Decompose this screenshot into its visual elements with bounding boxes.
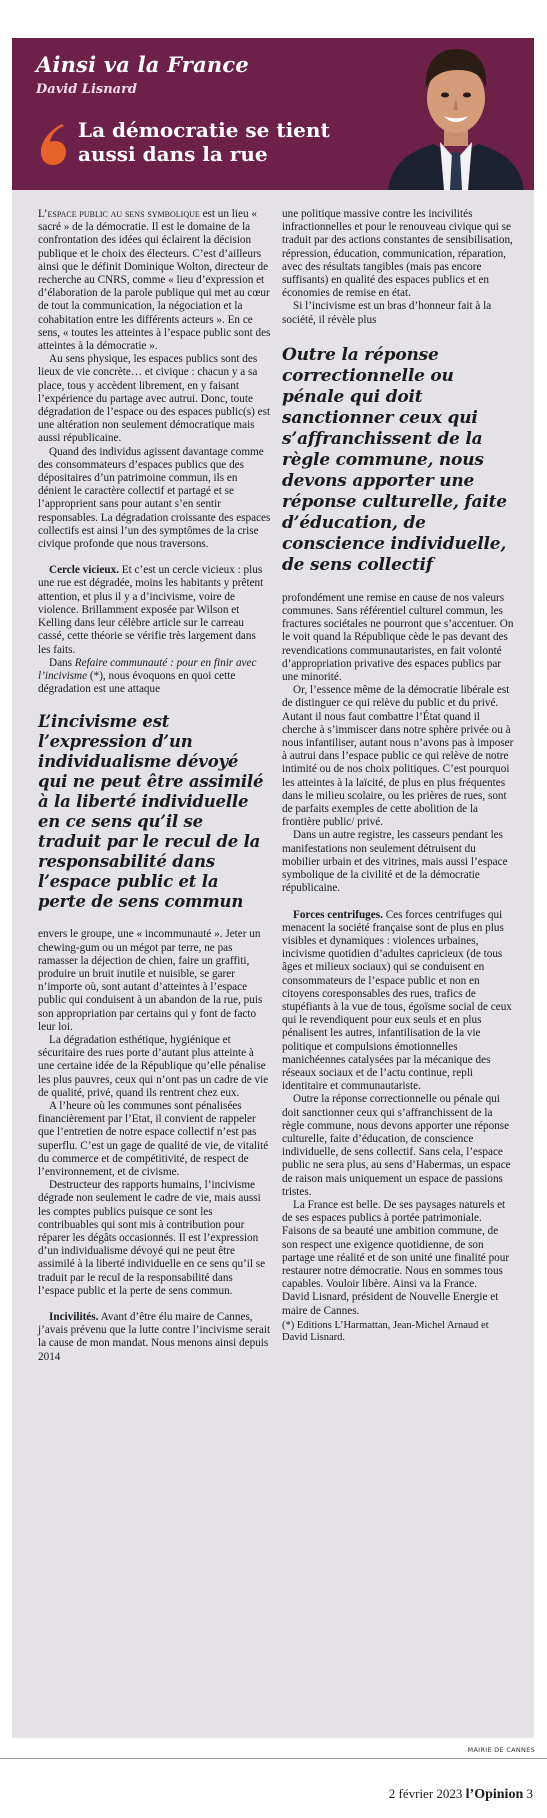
lead-small-caps: L’espace public au sens symbolique (38, 208, 200, 220)
body-paragraph: profondément une remise en cause de nos valeurs communes. Sans référentiel culturel commun, les fractures sociétales ne pourront que s’accentuer. On le voit quand la République cède le pas devant des revendications communautaristes, en fait volonté d’appropriation privative des espaces publics par une minorité. (282, 591, 514, 684)
author-name: David Lisnard (36, 82, 138, 97)
subhead-label: Cercle vicieux. (49, 564, 119, 577)
body-paragraph (38, 657, 271, 697)
body-paragraph: une politique massive contre les incivilités infractionnelles et pour le renouveau civique qui se traduit par des actions constantes de sensibilisation, répression, éducation, communication, réparation, avec des résultats tangibles (mais pas encore suffisants) en qualité des espaces publics et en économies de remise en état. (282, 208, 513, 300)
quote-mark-icon (36, 122, 70, 166)
pull-quote: L’incivisme est l’expression d’un individualisme dévoyé qui ne peut être assimilé à la liberté individuelle en ce sens qu’il se traduit par le recul de la responsabilité dans l’espace public et la perte de sens commun (38, 712, 264, 912)
footnote: (*) Editions L’Harmattan, Jean-Michel Arnaud et David Lisnard. (282, 1319, 489, 1344)
subhead-paragraph (282, 909, 515, 1094)
article-column-right (282, 208, 515, 1345)
lead-paragraph (38, 208, 271, 353)
body-paragraph: Destructeur des rapports humains, l’incivisme dégrade non seulement le cadre de vie, mais aussi les comptes publics puisque ce sont les contribuables qui sont mis à contribution pour réparer les dégâts occasionnés. Il est l’expression d’un individualisme dévoyé qui ne peut être assimilé à la liberté individuelle en ce sens qu’il se traduit par le recul de la responsabilité dans l’espace public et la perte de sens commun. (38, 1179, 266, 1297)
page-number: 3 (526, 1786, 533, 1801)
body-paragraph: A l’heure où les communes sont pénalisées financièrement par l’Etat, il convient de rappeler que l’entretien de notre espace collectif n’est pas superflu. C’est un gage de qualité de vie, de vitalité du commerce et de compétitivité, de respect de l’environnement, et de civisme. (38, 1099, 269, 1178)
body-paragraph: Si l’incivisme est un bras d’honneur fait à la société, il révèle plus (282, 300, 492, 326)
article-column-left (38, 208, 271, 1364)
article-banner (12, 38, 534, 190)
book-title: Refaire communauté : pour en finir avec l’incivisme (38, 656, 257, 682)
author-signature: David Lisnard, président de Nouvelle Energie et maire de Cannes. (282, 1291, 499, 1317)
body-paragraph: Outre la réponse correctionnelle ou pénale qui doit sanctionner ceux qui s’affranchissent de la règle commune, nous devons apporter une réponse culturelle, faite d’éducation, de conscience individuelle, de sens collectif. Sans cela, l’espace public ne sera plus, au sens d’Habermas, un espace de raison mais uniquement un espace de passions tristes. (282, 1093, 511, 1198)
page-footer (389, 1786, 533, 1803)
subhead-text: Et c’est un cercle vicieux : plus une rue est dégradée, moins les habitants y prêtent attention, et plus il y a d’incivisme, voire de violence. Brillamment exposée par Wilson et Kelling dans leur célèbre article sur le carreau cassé, cette théorie se vérifie très largement dans les faits. (38, 564, 264, 656)
article-page (12, 38, 534, 1738)
body-paragraph: Dans un autre registre, les casseurs pendant les manifestations non seulement détruisent du mobilier urbain et des vitrines, mais aussi l’espace symbolique de la civilité et de la démocratie républicaine. (282, 829, 508, 895)
headline-line-1: La démocratie se tient (78, 118, 330, 142)
pull-quote: Outre la réponse correctionnelle ou pénale qui doit sanctionner ceux qui s’affranchissent de la règle commune, nous devons apporter une réponse culturelle, faite d’éducation, de conscience individuelle, de sens collectif (282, 344, 507, 575)
subhead-text: Avant d’être élu maire de Cannes, j’avais prévenu que la lutte contre l’incivisme serait la cause de mon mandat. Nous menons ainsi depuis 2014 (38, 1311, 271, 1363)
footer-divider (0, 1758, 547, 1759)
subhead-paragraph (38, 564, 271, 656)
body-paragraph: envers le groupe, une « incommunauté ». Jeter un chewing-gum ou un mégot par terre, ne pas ramasser la déjection de chien, faire un graffiti, produire un bruit inutile et nuisible, se garer n’importe où, sont autant d’atteintes à l’espace public qui conduisent à un abandon de la rue, puis son appropriation par certains qui y font de facto leur loi. (38, 928, 263, 1033)
author-portrait-photo (378, 40, 534, 190)
column-name: Ainsi va la France (36, 52, 249, 77)
issue-date: 2 février 2023 (388, 1786, 463, 1801)
body-paragraph: La dégradation esthétique, hygiénique et sécuritaire des rues porte d’autant plus atteinte à une certaine idée de la République qu’elle pénalise les plus pauvres, ceux qui n’ont pas un cadre de vie de qualité, privé, quand ils rentrent chez eux. (38, 1033, 269, 1099)
lead-text: est un lieu « sacré » de la démocratie. Il est le domaine de la confrontation des idées qui éclairent la décision publique et le choix des électeurs. C’est d’ailleurs ainsi que le définit Dominique Wolton, directeur de recherche au CNRS, comme « lieu d’expression et d’élaboration de la parole publique qui met au cœur de tout la communication, la négociation et la cohabitation entre les différents acteurs ». En ce sens, « toutes les atteintes à l’espace public sont des atteintes à la démocratie ». (38, 208, 271, 353)
headline-line-2: aussi dans la rue (78, 142, 268, 166)
body-paragraph: Quand des individus agissent davantage comme des consommateurs d’espaces publics que des dépositaires d’un patrimoine commun, ils en dénient le caractère collectif et partagé et se l’approprient sans pour autant s’en sentir responsables. La dégradation croissante des espaces collectifs est ainsi l’un des symptômes de la crise civique profonde que nous traversons. (38, 445, 271, 551)
article-headline (78, 118, 378, 166)
body-paragraph: Or, l’essence même de la démocratie libérale est de distinguer ce qui relève du public et du privé. Autant il nous faut combattre l’État quand il cherche à s’immiscer dans notre sphère privée ou à nous infantiliser, autant nous n’avons pas à imposer à autrui dans l’espace public ce qui relève de notre intimité ou de nos choix politiques. C’est pourquoi les atteintes à la laïcité, de plus en plus fréquentes dans le milieu scolaire, ou les prières de rues, sont de parfaits exemples de cette abolition de la frontière public/ privé. (282, 684, 514, 829)
subhead-label: Forces centrifuges. (293, 908, 383, 921)
subhead-label: Incivilités. (49, 1311, 99, 1323)
body-text: (*), nous évoquons en quoi cette dégradation est une attaque (38, 669, 236, 696)
subhead-text: Ces forces centrifuges qui menacent la société française sont de plus en plus visibles et dynamiques : violences urbaines, incivisme quotidien d’adultes capricieux (de tous âges et milieux sociaux) qui se conduisent en consommateurs de l’espace public et non en citoyens coresponsables des rues, trafics de stupéfiants à la vue de tous, égoïsme social de ceux qui le revendiquent pour eux seuls et en plus pénalisent les autres, infantilisation de la vie politique et compulsions émotionnelles manichéennes catalysées par la mécanique des réseaux sociaux et de l’actu continue, repli identitaire et communautariste. (282, 908, 512, 1093)
photo-credit: MAIRIE DE CANNES (467, 1746, 535, 1754)
body-paragraph: Au sens physique, les espaces publics sont des lieux de vie concrète… et civique : chacun y a sa place, tous y accèdent librement, en y faisant l’expérience du partage avec autrui. Donc, toute dégradation de l’espace ou des espaces public(s) est une altération non seulement démocratique mais aussi républicaine. (38, 353, 271, 445)
subhead-paragraph (38, 1311, 271, 1364)
body-paragraph: La France est belle. De ses paysages naturels et de ses espaces publics à portée patrimoniale. Faisons de sa beauté une ambition commune, de son respect une exigence quotidienne, de son partage une réalité et de son unité une finalité pour restaurer notre démocratie. Nous en sommes tous capables. Vouloir libère. Ainsi va la France. (282, 1198, 510, 1291)
newspaper-name: l’Opinion (465, 1787, 524, 1802)
body-text: Dans (49, 656, 75, 669)
